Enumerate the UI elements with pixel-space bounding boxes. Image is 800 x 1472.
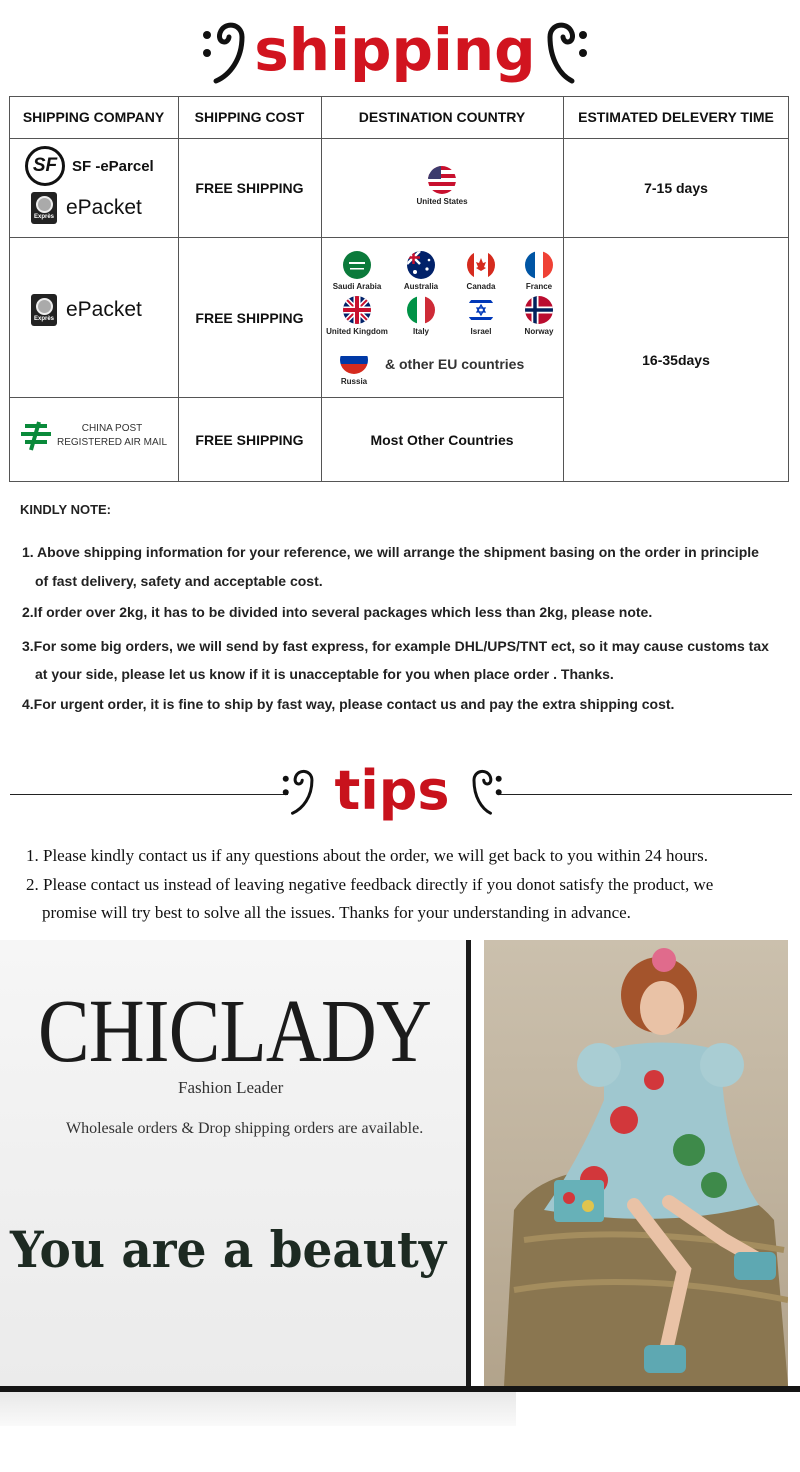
header-shipping-company: SHIPPING COMPANY — [22, 109, 165, 125]
china-post-logo — [19, 420, 53, 452]
bass-clef-right-icon — [542, 15, 588, 85]
carrier-name-line2: REGISTERED AIR MAIL — [57, 437, 168, 448]
destination-most-other-countries: Most Other Countries — [370, 431, 514, 448]
flag-label: Australia — [403, 282, 439, 291]
tips-heading — [282, 748, 502, 832]
tips-divider-right — [498, 794, 792, 795]
flag-label: United States — [416, 197, 468, 206]
tips-divider-left — [10, 794, 288, 795]
header-shipping-cost: SHIPPING COST — [194, 109, 305, 125]
destination-united-kingdom — [322, 296, 392, 336]
australia-flag-icon — [407, 251, 435, 279]
delivery-time: 7-15 days — [644, 180, 708, 196]
kindly-note-section — [20, 502, 790, 517]
shipping-heading — [0, 8, 790, 92]
flag-label: Norway — [524, 327, 554, 336]
carrier-epacket — [31, 192, 142, 224]
bass-clef-right-icon — [468, 755, 502, 825]
flag-label: Italy — [412, 327, 429, 336]
italy-flag-icon — [407, 296, 435, 324]
saudi-arabia-flag-icon — [343, 251, 371, 279]
epacket-logo: Exprès — [31, 192, 57, 224]
flag-label: United Kingdom — [326, 327, 388, 336]
banner-text-panel — [0, 940, 466, 1386]
flag-label: Israel — [470, 327, 492, 336]
shipping-cost: FREE SHIPPING — [195, 180, 304, 196]
israel-flag-icon — [467, 296, 495, 324]
carrier-china-post — [19, 420, 167, 452]
bass-clef-left-icon — [202, 15, 248, 85]
destination-united-states — [392, 166, 492, 206]
model-photo — [484, 940, 788, 1386]
brand-slogan: You are a beauty — [10, 1220, 447, 1279]
carrier-name: ePacket — [66, 196, 142, 219]
france-flag-icon — [525, 251, 553, 279]
flag-label: Russia — [340, 377, 368, 386]
tips-title: tips — [334, 758, 450, 822]
canada-flag-icon — [467, 251, 495, 279]
banner-shadow — [0, 1392, 516, 1426]
norway-flag-icon — [525, 296, 553, 324]
shipping-table — [9, 96, 789, 482]
shipping-title: shipping — [254, 16, 536, 84]
flag-label: Canada — [466, 282, 496, 291]
brand-banner — [0, 940, 800, 1400]
uk-flag-icon — [343, 296, 371, 324]
carrier-sf-eparcel — [25, 146, 154, 186]
note-item: 4.For urgent order, it is fine to ship by fast way, please contact us and pay the extra shipping cost. — [22, 696, 675, 712]
tip-item: 1. Please kindly contact us if any questions about the order, we will get back to you within 24 hours. — [26, 846, 709, 865]
note-item: 1. Above shipping information for your reference, we will arrange the shipment basing on the order in principle — [22, 544, 759, 560]
carrier-name-line1: CHINA POST — [81, 423, 143, 434]
note-item: of fast delivery, safety and acceptable cost. — [35, 573, 323, 589]
shipping-cost: FREE SHIPPING — [195, 431, 304, 448]
epacket-logo: Exprès — [31, 294, 57, 326]
brand-tagline: Fashion Leader — [178, 1078, 284, 1097]
note-item: 2.If order over 2kg, it has to be divided into several packages which less than 2kg, please note. — [22, 604, 653, 620]
carrier-name: SF -eParcel — [72, 157, 154, 175]
brand-name: CHICLADY — [38, 982, 432, 1081]
sf-express-logo: SF — [25, 146, 65, 186]
carrier-name: ePacket — [66, 298, 142, 321]
russia-flag-icon — [340, 346, 368, 374]
other-eu-countries: & other EU countries — [385, 356, 525, 372]
bass-clef-left-icon — [282, 755, 316, 825]
banner-divider — [466, 940, 471, 1386]
delivery-time: 16-35days — [642, 351, 710, 368]
flag-label: France — [525, 282, 553, 291]
shipping-cost: FREE SHIPPING — [195, 309, 304, 326]
flag-label: Saudi Arabia — [332, 282, 382, 291]
destination-saudi-arabia — [322, 251, 392, 291]
us-flag-icon — [428, 166, 456, 194]
notes-title: KINDLY NOTE: — [20, 502, 112, 517]
header-destination-country: DESTINATION COUNTRY — [358, 109, 526, 125]
tip-item: promise will try best to solve all the issues. Thanks for your understanding in advance. — [42, 903, 631, 922]
note-item: 3.For some big orders, we will send by fast express, for example DHL/UPS/TNT ect, so it may cause customs tax — [22, 638, 769, 654]
header-estimated-time: ESTIMATED DELEVERY TIME — [578, 109, 774, 125]
note-item: at your side, please let us know if it is unacceptable for you when place order . Thanks. — [35, 666, 614, 682]
destination-russia — [319, 346, 389, 386]
tip-item: 2. Please contact us instead of leaving negative feedback directly if you donot satisfy the product, we — [26, 875, 714, 894]
wholesale-note: Wholesale orders & Drop shipping orders are available. — [66, 1120, 424, 1137]
carrier-epacket — [31, 294, 142, 326]
